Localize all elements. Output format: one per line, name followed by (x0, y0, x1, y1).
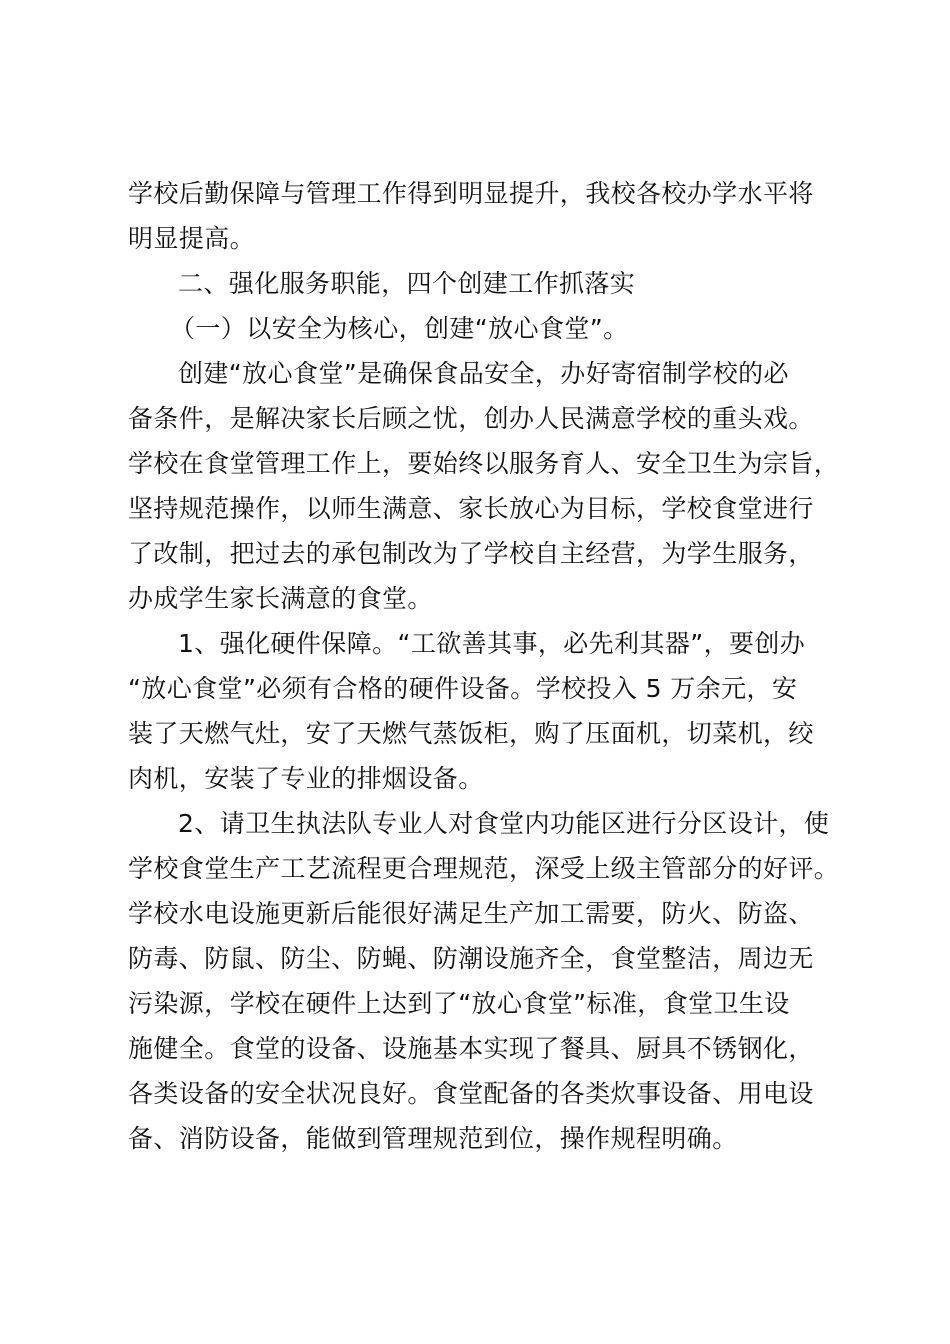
text-line: 1、强化硬件保障。“工欲善其事，必先利其器”，要创办 (178, 629, 806, 658)
text-line: 了改制，把过去的承包制改为了学校自主经营，为学生服务， (128, 539, 814, 568)
text-line: 坚持规范操作，以师生满意、家长放心为目标，学校食堂进行 (128, 494, 814, 523)
text-line: 明显提高。 (128, 224, 256, 253)
text-line: 2、请卫生执法队专业人对食堂内功能区进行分区设计，使 (178, 809, 830, 838)
text-line: 备、消防设备，能做到管理规范到位，操作规程明确。 (128, 1124, 738, 1153)
text-line: 各类设备的安全状况良好。食堂配备的各类炊事设备、用电设 (128, 1079, 814, 1108)
text-line: 防毒、防鼠、防尘、防蝇、防潮设施齐全，食堂整洁，周边无 (128, 944, 814, 973)
text-line: 污染源，学校在硬件上达到了“放心食堂”标准，食堂卫生设 (128, 989, 790, 1018)
text-line: 装了天燃气灶，安了天燃气蒸饭柜，购了压面机，切菜机，绞 (128, 719, 814, 748)
text-line: 施健全。食堂的设备、设施基本实现了餐具、厨具不锈钢化， (128, 1034, 814, 1063)
text-line: 学校后勤保障与管理工作得到明显提升，我校各校办学水平将 (128, 179, 814, 208)
text-line: 学校水电设施更新后能很好满足生产加工需要，防火、防盗、 (128, 899, 814, 928)
text-line: 创建“放心食堂”是确保食品安全，办好寄宿制学校的必 (178, 359, 789, 388)
subsection-heading: （一）以安全为核心，创建“放心食堂”。 (170, 314, 629, 343)
text-line: “放心食堂”必须有合格的硬件设备。学校投入 5 万余元，安 (128, 674, 798, 703)
text-line: 学校食堂生产工艺流程更合理规范，深受上级主管部分的好评。 (128, 854, 840, 883)
text-line: 备条件，是解决家长后顾之忧，创办人民满意学校的重头戏。 (128, 404, 814, 433)
text-line: 学校在食堂管理工作上，要始终以服务育人、安全卫生为宗旨， (128, 449, 840, 478)
text-line: 办成学生家长满意的食堂。 (128, 584, 433, 613)
section-heading: 二、强化服务职能，四个创建工作抓落实 (178, 269, 636, 298)
text-line: 肉机，安装了专业的排烟设备。 (128, 764, 484, 793)
